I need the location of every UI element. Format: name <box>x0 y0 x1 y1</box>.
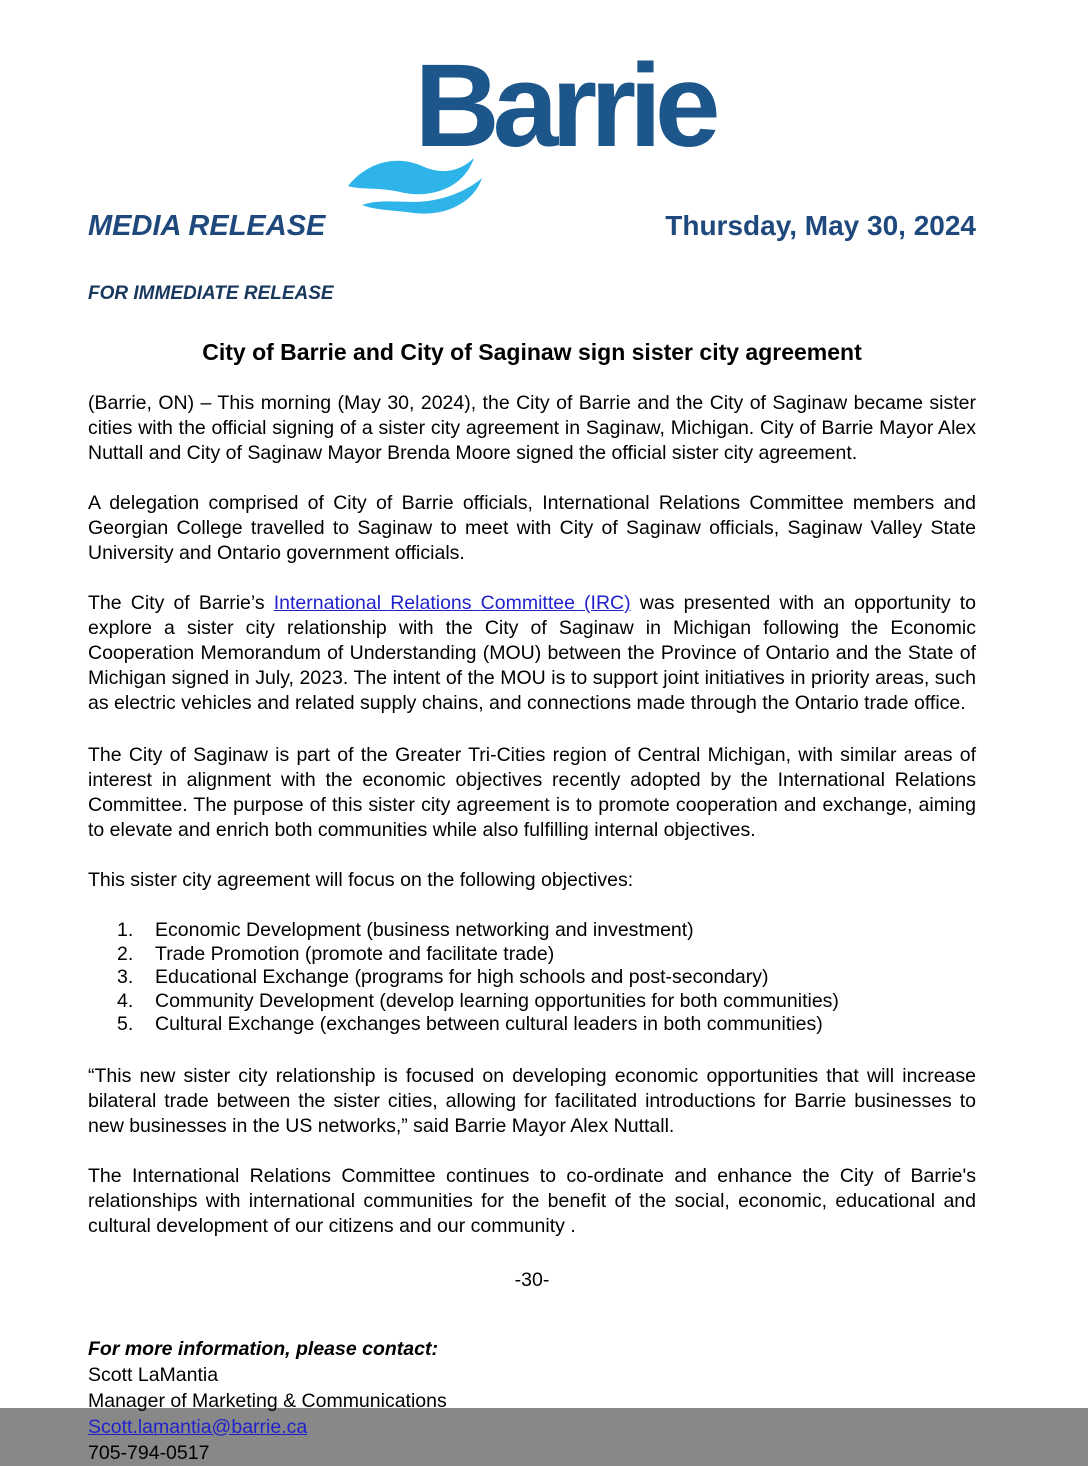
objective-item <box>117 919 976 943</box>
paragraph-irc <box>88 591 976 716</box>
paragraph-objectives-lead: This sister city agreement will focus on the following objectives: <box>88 869 634 891</box>
barrie-logo <box>350 40 714 186</box>
paragraph-irc-suffix: was presented with an opportunity to explore a sister city relationship with the City of Saginaw in Michigan following the Economic Cooperation Memorandum of Understanding (MOU) between the Province of Ontario and the State of Michigan signed in July, 2023. The intent of the MOU is to support joint initiatives in priority areas, such as electric vehicles and related supply chains, and connections made through the Ontario trade office. <box>88 592 976 714</box>
paragraph-delegation: A delegation comprised of City of Barrie officials, International Relations Committee members and Georgian College travelled to Saginaw to meet with City of Saginaw officials, Saginaw Valley State University and Ontario government officials. <box>88 492 976 564</box>
contact-heading: For more information, please contact: <box>88 1337 438 1360</box>
contact-name: Scott LaMantia <box>88 1363 219 1386</box>
objective-item <box>117 943 976 967</box>
objective-number: 2. <box>117 942 134 965</box>
media-release-label: MEDIA RELEASE <box>88 210 326 242</box>
end-mark: -30- <box>514 1268 550 1291</box>
objective-text: Cultural Exchange (exchanges between cultural leaders in both communities) <box>155 1013 823 1035</box>
objective-text: Community Development (develop learning opportunities for both communities) <box>155 989 839 1012</box>
paragraph-intro: (Barrie, ON) – This morning (May 30, 2024), the City of Barrie and the City of Saginaw became sister cities with the official signing of a sister city agreement in Saginaw, Michigan. City of Barrie Mayor Alex Nuttall and City of Saginaw Mayor Brenda Moore signed the official sister city agreement. <box>88 392 976 464</box>
objective-number: 5. <box>117 1013 134 1035</box>
header-row <box>88 210 976 243</box>
contact-block <box>88 1336 976 1466</box>
objective-number: 4. <box>117 989 134 1012</box>
paragraph-irc-prefix: The City of Barrie’s <box>88 592 274 614</box>
paragraph-saginaw: The City of Saginaw is part of the Greater Tri-Cities region of Central Michigan, with similar areas of interest in alignment with the economic objectives recently adopted by the International Relations Committee. The purpose of this sister city agreement is to promote cooperation and exchange, aiming to elevate and enrich both communities while also fulfilling internal objectives. <box>88 744 976 841</box>
for-immediate-release-label: FOR IMMEDIATE RELEASE <box>88 283 334 304</box>
release-date: Thursday, May 30, 2024 <box>665 210 976 241</box>
objective-text: Economic Development (business networking and investment) <box>155 919 694 941</box>
objective-item <box>117 1013 976 1037</box>
logo-wordmark: Barrie <box>414 40 714 172</box>
contact-phone: 705-794-0517 <box>88 1441 210 1464</box>
objectives-list <box>88 919 976 1037</box>
objective-item <box>117 990 976 1014</box>
objective-text: Educational Exchange (programs for high schools and post-secondary) <box>155 966 769 988</box>
objective-number: 1. <box>117 919 134 941</box>
wave-icon <box>346 146 498 224</box>
objective-number: 3. <box>117 966 134 988</box>
paragraph-closing: The International Relations Committee continues to co-ordinate and enhance the City of Barrie's relationships with international communities for the benefit of the social, economic, educational and cultural development of our citizens and our community . <box>88 1164 976 1237</box>
objective-item <box>117 966 976 990</box>
page-title: City of Barrie and City of Saginaw sign sister city agreement <box>202 339 862 365</box>
paragraph-quote: “This new sister city relationship is focused on developing economic opportunities that will increase bilateral trade between the sister cities, allowing for facilitated introductions for Barrie businesses to new businesses in the US networks,” said Barrie Mayor Alex Nuttall. <box>88 1064 976 1137</box>
contact-email-link[interactable]: Scott.lamantia@barrie.ca <box>88 1415 308 1438</box>
irc-link[interactable]: International Relations Committee (IRC) <box>273 592 631 614</box>
objective-text: Trade Promotion (promote and facilitate trade) <box>155 942 555 965</box>
contact-role: Manager of Marketing & Communications <box>88 1389 447 1412</box>
